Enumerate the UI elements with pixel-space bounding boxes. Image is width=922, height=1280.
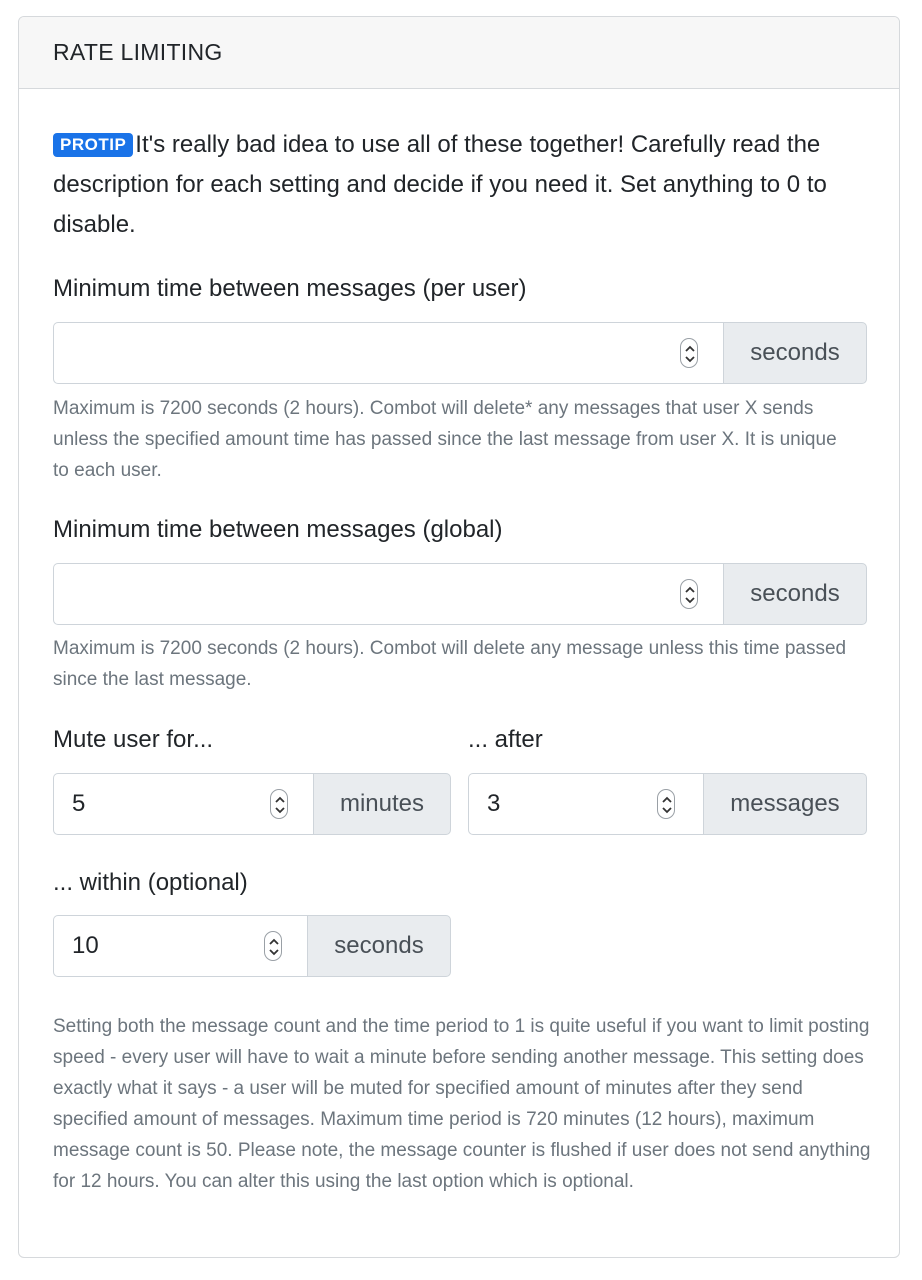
protip-badge: PROTIP — [53, 133, 133, 157]
protip-paragraph — [53, 125, 873, 245]
per-user-label: Minimum time between messages (per user) — [53, 275, 527, 302]
within-label: ... within (optional) — [53, 869, 248, 896]
mute-minutes-value: 5 — [72, 790, 86, 817]
global-unit-addon: seconds — [723, 563, 867, 625]
protip-text: It's really bad idea to use all of these together! Carefully read the description for each setting and decide if you need it. Set anything to 0 to disable. — [53, 131, 827, 238]
after-spinner-icon[interactable] — [657, 789, 675, 819]
mute-minutes-input[interactable] — [53, 773, 313, 835]
within-input-group — [53, 915, 451, 977]
per-user-help: Maximum is 7200 seconds (2 hours). Combot will delete* any messages that user X sends unless the specified amount time has passed since the last message from user X. It is unique to each user. — [53, 398, 837, 481]
card-title: RATE LIMITING — [53, 39, 223, 65]
within-unit-addon: seconds — [307, 915, 451, 977]
per-user-input-group — [53, 322, 867, 384]
footer-help: Setting both the message count and the time period to 1 is quite useful if you want to limit posting speed - every user will have to wait a minute before sending another message. This setting does exactly what it says - a user will be muted for specified amount of minutes after they send specified amount of messages. Maximum time period is 720 minutes (12 hours), maximum message count is 50. Please note, the message counter is flushed if user does not send anything for 12 hours. You can alter this using the last option which is optional. — [53, 1016, 871, 1192]
global-help: Maximum is 7200 seconds (2 hours). Combot will delete any message unless this time passed since the last message. — [53, 638, 847, 690]
within-value: 10 — [72, 932, 99, 959]
global-seconds-input[interactable] — [53, 563, 723, 625]
rate-limiting-card — [18, 16, 900, 1258]
mute-duration-input-group — [53, 773, 451, 835]
per-user-unit-addon: seconds — [723, 322, 867, 384]
within-spinner-icon[interactable] — [264, 931, 282, 961]
within-seconds-input[interactable] — [53, 915, 307, 977]
global-label: Minimum time between messages (global) — [53, 516, 503, 543]
after-messages-label: ... after — [468, 726, 543, 753]
after-messages-input[interactable] — [468, 773, 703, 835]
after-messages-input-group — [468, 773, 867, 835]
after-messages-value: 3 — [487, 790, 501, 817]
card-header — [19, 17, 899, 89]
per-user-spinner-icon[interactable] — [680, 338, 698, 368]
mute-unit-addon: minutes — [313, 773, 451, 835]
mute-duration-label: Mute user for... — [53, 726, 214, 753]
global-input-group — [53, 563, 867, 625]
after-unit-addon: messages — [703, 773, 867, 835]
mute-spinner-icon[interactable] — [270, 789, 288, 819]
global-spinner-icon[interactable] — [680, 579, 698, 609]
per-user-seconds-input[interactable] — [53, 322, 723, 384]
